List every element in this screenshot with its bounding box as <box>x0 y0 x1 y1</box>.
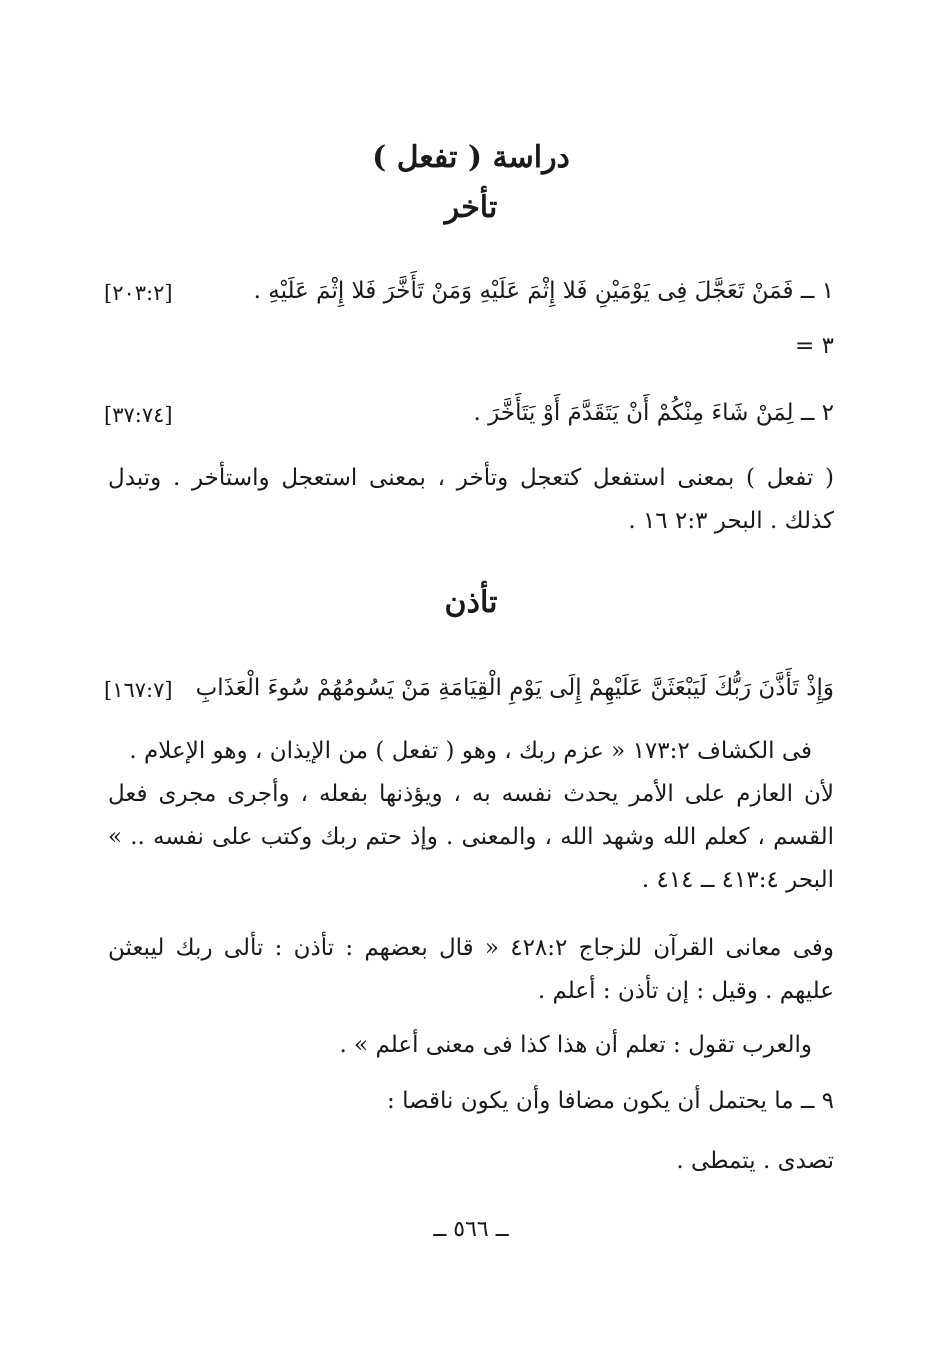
paragraph-1-line-1: ( تفعل ) بمعنى استفعل كتعجل وتأخر ، بمعنى استعجل واستأخر . وتبدل <box>108 465 834 491</box>
page-number: ــ ٥٦٦ ــ <box>433 1217 509 1242</box>
section-heading-ta-adhdhan: تأذن <box>444 585 498 620</box>
verse-1-reference: [٢٠٣:٢] <box>104 281 173 305</box>
paragraph-2-line-4: البحر ٤١٣:٤ ــ ٤١٤ . <box>641 867 834 893</box>
paragraph-3-line-2: عليهم . وقيل : إن تأذن : أعلم . <box>537 978 834 1004</box>
verse-1-continuation: = ٣ <box>795 333 834 359</box>
paragraph-2-line-3: القسم ، كعلم الله وشهد الله ، والمعنى . وإذ حتم ربك وكتب على نفسه .. » <box>108 824 834 850</box>
verse-2-reference: [٣٧:٧٤] <box>104 403 173 427</box>
main-heading: دراسة ( تفعل ) <box>372 140 570 175</box>
verse-2: ٢ ــ لِمَنْ شَاءَ مِنْكُمْ أَنْ يَتَقَدَّمَ أَوْ يَتَأَخَّرَ . <box>473 400 834 426</box>
verse-3-reference: [١٦٧:٧] <box>104 678 173 702</box>
verse-1: ١ ــ فَمَنْ تَعَجَّلَ فِى يَوْمَيْنِ فَلا إِثْمَ عَلَيْهِ وَمَنْ تَأَخَّرَ فَلا إِثْمَ عَلَيْهِ . <box>253 278 834 304</box>
item-9-examples: تصدى . يتمطى . <box>676 1148 834 1174</box>
paragraph-1-line-2: كذلك . البحر ٢:٣ ١٦ . <box>628 508 834 534</box>
paragraph-2-line-1: فى الكشاف ١٧٣:٢ « عزم ربك ، وهو ( تفعل ) من الإيذان ، وهو الإعلام . <box>129 738 812 764</box>
paragraph-2-line-2: لأن العازم على الأمر يحدث نفسه به ، ويؤذنها بفعله ، وأجرى مجرى فعل <box>108 781 834 807</box>
paragraph-4: والعرب تقول : تعلم أن هذا كذا فى معنى أعلم » . <box>339 1032 812 1058</box>
item-9: ٩ ــ ما يحتمل أن يكون مضافا وأن يكون ناقصا : <box>387 1088 834 1114</box>
section-heading-ta-akhkhar: تأخر <box>444 190 498 225</box>
verse-3: وَإِذْ تَأَذَّنَ رَبُّكَ لَيَبْعَثَنَّ عَلَيْهِمْ إِلَى يَوْمِ الْقِيَامَةِ مَنْ يَسُومُهُمْ سُوءَ الْعَذَابِ <box>195 675 834 701</box>
paragraph-3-line-1: وفى معانى القرآن للزجاج ٤٢٨:٢ « قال بعضهم : تأذن : تألى ربك ليبعثن <box>108 935 834 961</box>
